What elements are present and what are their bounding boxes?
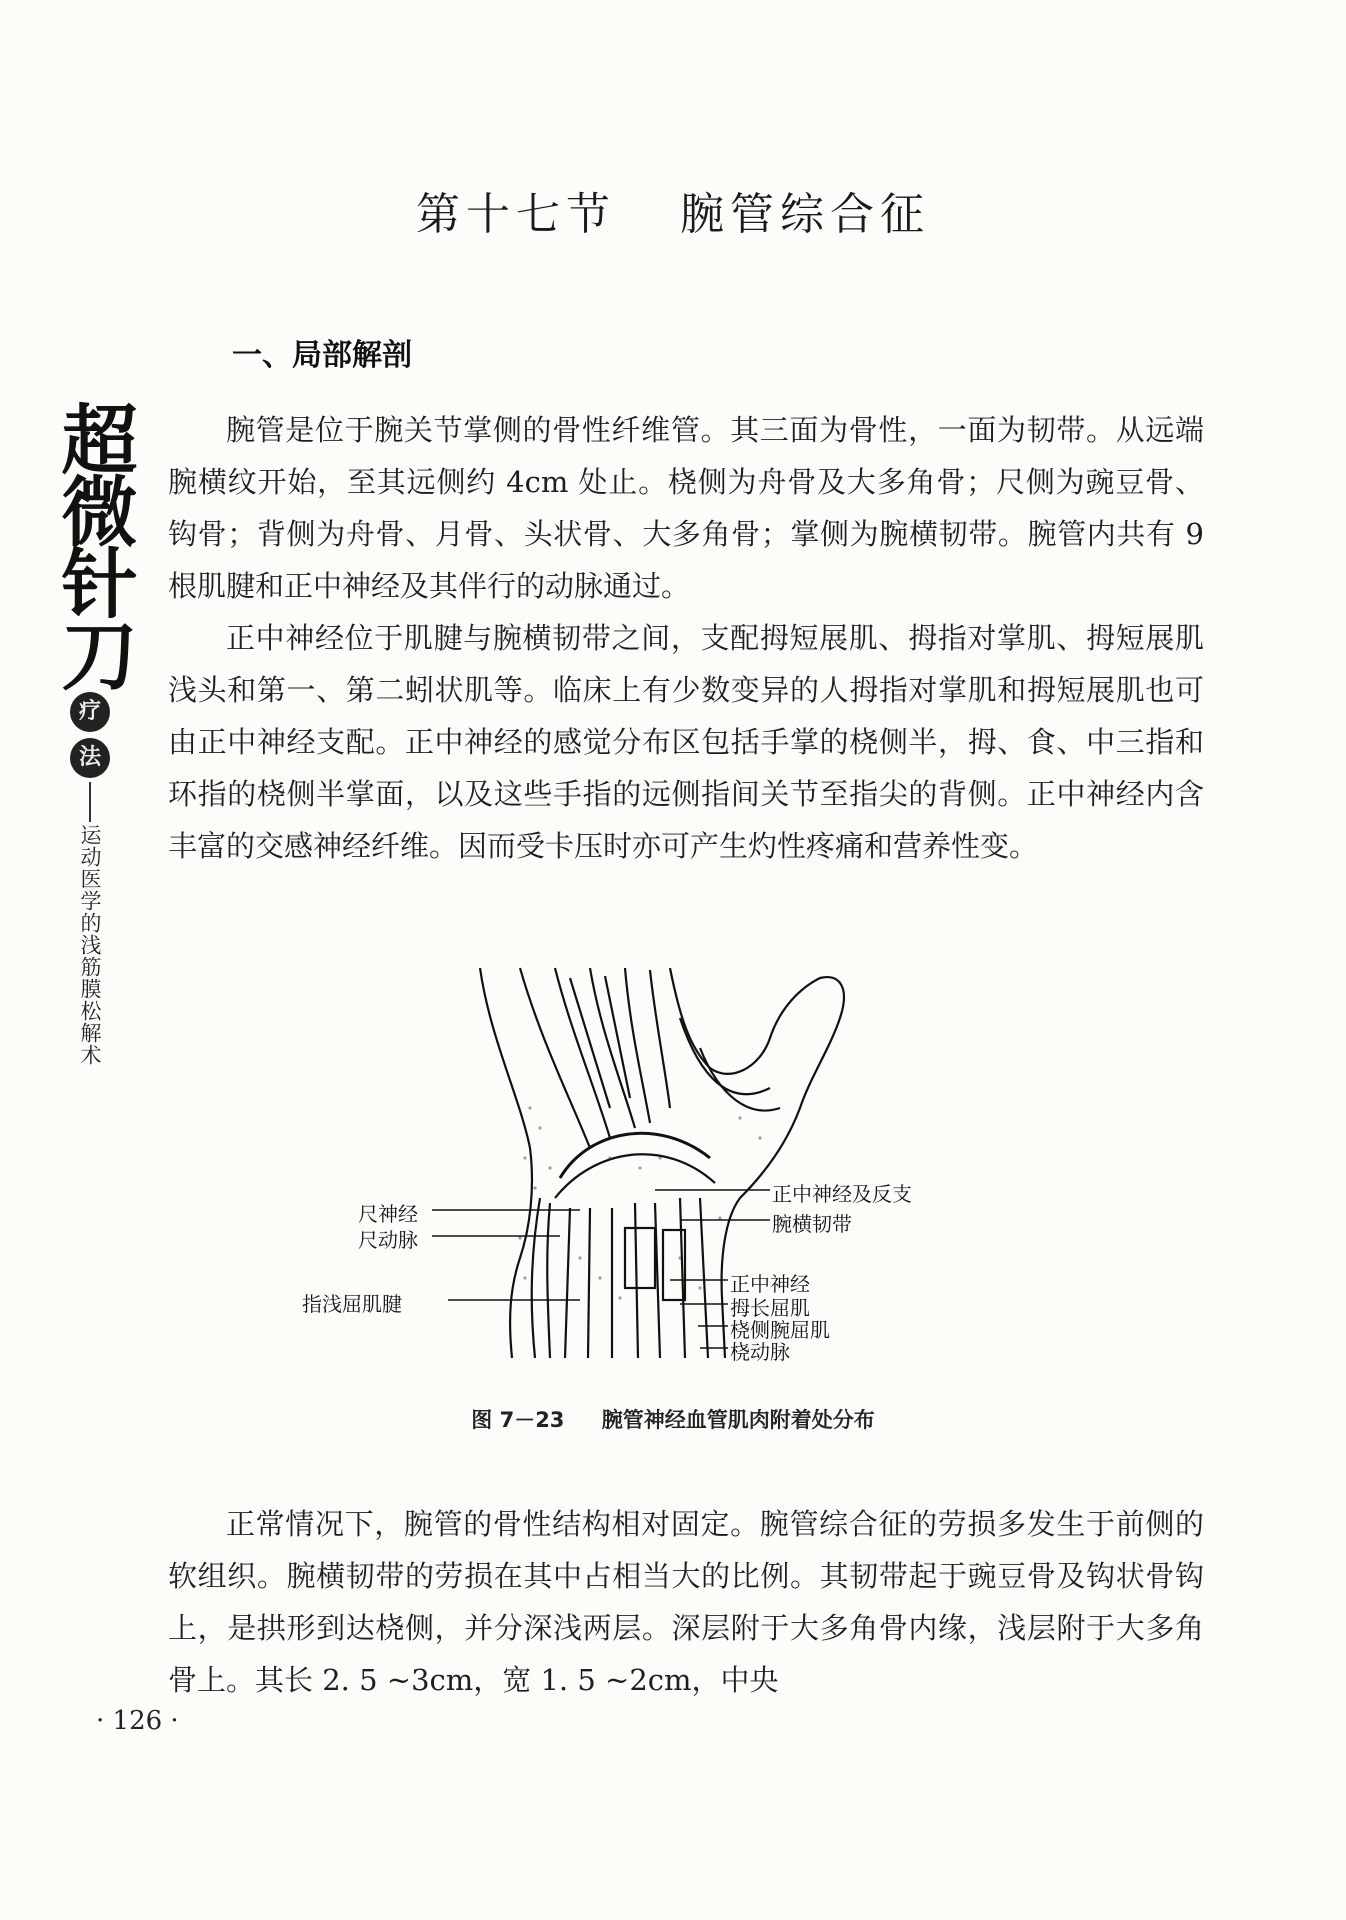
paragraph: 腕管是位于腕关节掌侧的骨性纤维管。其三面为骨性，一面为韧带。从远端腕横纹开始，至其远侧约 4cm 处止。桡侧为舟骨及大多角骨；尺侧为豌豆骨、钩骨；背侧为舟骨、月骨、头状骨、大多角骨；掌侧为腕横韧带。腕管内共有 9 根肌腱和正中神经及其伴行的动脉通过。	[168, 413, 1204, 603]
figure-caption-text: 腕管神经血管肌肉附着处分布	[601, 1408, 875, 1432]
section-title	[0, 178, 1346, 242]
label-flexor-pollicis-longus: 拇长屈肌	[730, 1296, 810, 1320]
series-title-calligraphy: 超微针刀	[49, 400, 138, 688]
label-fds-tendon: 指浅屈肌腱	[302, 1292, 402, 1316]
figure-number: 图 7－23	[471, 1408, 565, 1432]
section-name: 腕管综合征	[680, 189, 930, 240]
anatomy-figure	[302, 958, 1000, 1368]
section-number: 第十七节	[416, 189, 616, 240]
label-radial-artery: 桡动脉	[730, 1340, 790, 1364]
body-text-top	[168, 404, 1204, 872]
label-ulnar-nerve: 尺神经	[358, 1202, 418, 1226]
wrist-anatomy-illustration	[380, 958, 1000, 1368]
sub-heading: 一、局部解剖	[232, 338, 412, 373]
series-circle-badge: 疗	[70, 692, 110, 732]
label-median-nerve: 正中神经	[730, 1272, 810, 1296]
figure-caption	[0, 1404, 1346, 1434]
book-series-spine	[40, 400, 138, 1100]
label-median-nerve-branch: 正中神经及反支	[772, 1182, 912, 1206]
paragraph: 正中神经位于肌腱与腕横韧带之间，支配拇短展肌、拇指对掌肌、拇短展肌浅头和第一、第二蚓状肌等。临床上有少数变异的人拇指对掌肌和拇短展肌也可由正中神经支配。正中神经的感觉分布区包括手掌的桡侧半，拇、食、中三指和环指的桡侧半掌面，以及这些手指的远侧指间关节至指尖的背侧。正中神经内含丰富的交感神经纤维。因而受卡压时亦可产生灼性疼痛和营养性变。	[168, 621, 1204, 863]
body-text-bottom	[168, 1498, 1204, 1706]
spine-divider	[89, 782, 91, 822]
label-ulnar-artery: 尺动脉	[358, 1228, 418, 1252]
label-transverse-carpal-ligament: 腕横韧带	[772, 1212, 852, 1236]
paragraph: 正常情况下，腕管的骨性结构相对固定。腕管综合征的劳损多发生于前侧的软组织。腕横韧带的劳损在其中占相当大的比例。其韧带起于豌豆骨及钩状骨钩上，是拱形到达桡侧，并分深浅两层。深层附于大多角骨内缘，浅层附于大多角骨上。其长 2. 5 ~3cm，宽 1. 5 ~2cm，中央	[168, 1507, 1204, 1697]
label-flexor-carpi-radialis: 桡侧腕屈肌	[730, 1318, 830, 1342]
page-number: · 126 ·	[96, 1706, 179, 1736]
series-subtitle: 运动医学的浅筋膜松解术	[78, 824, 102, 1066]
series-circle-badge: 法	[70, 738, 110, 778]
